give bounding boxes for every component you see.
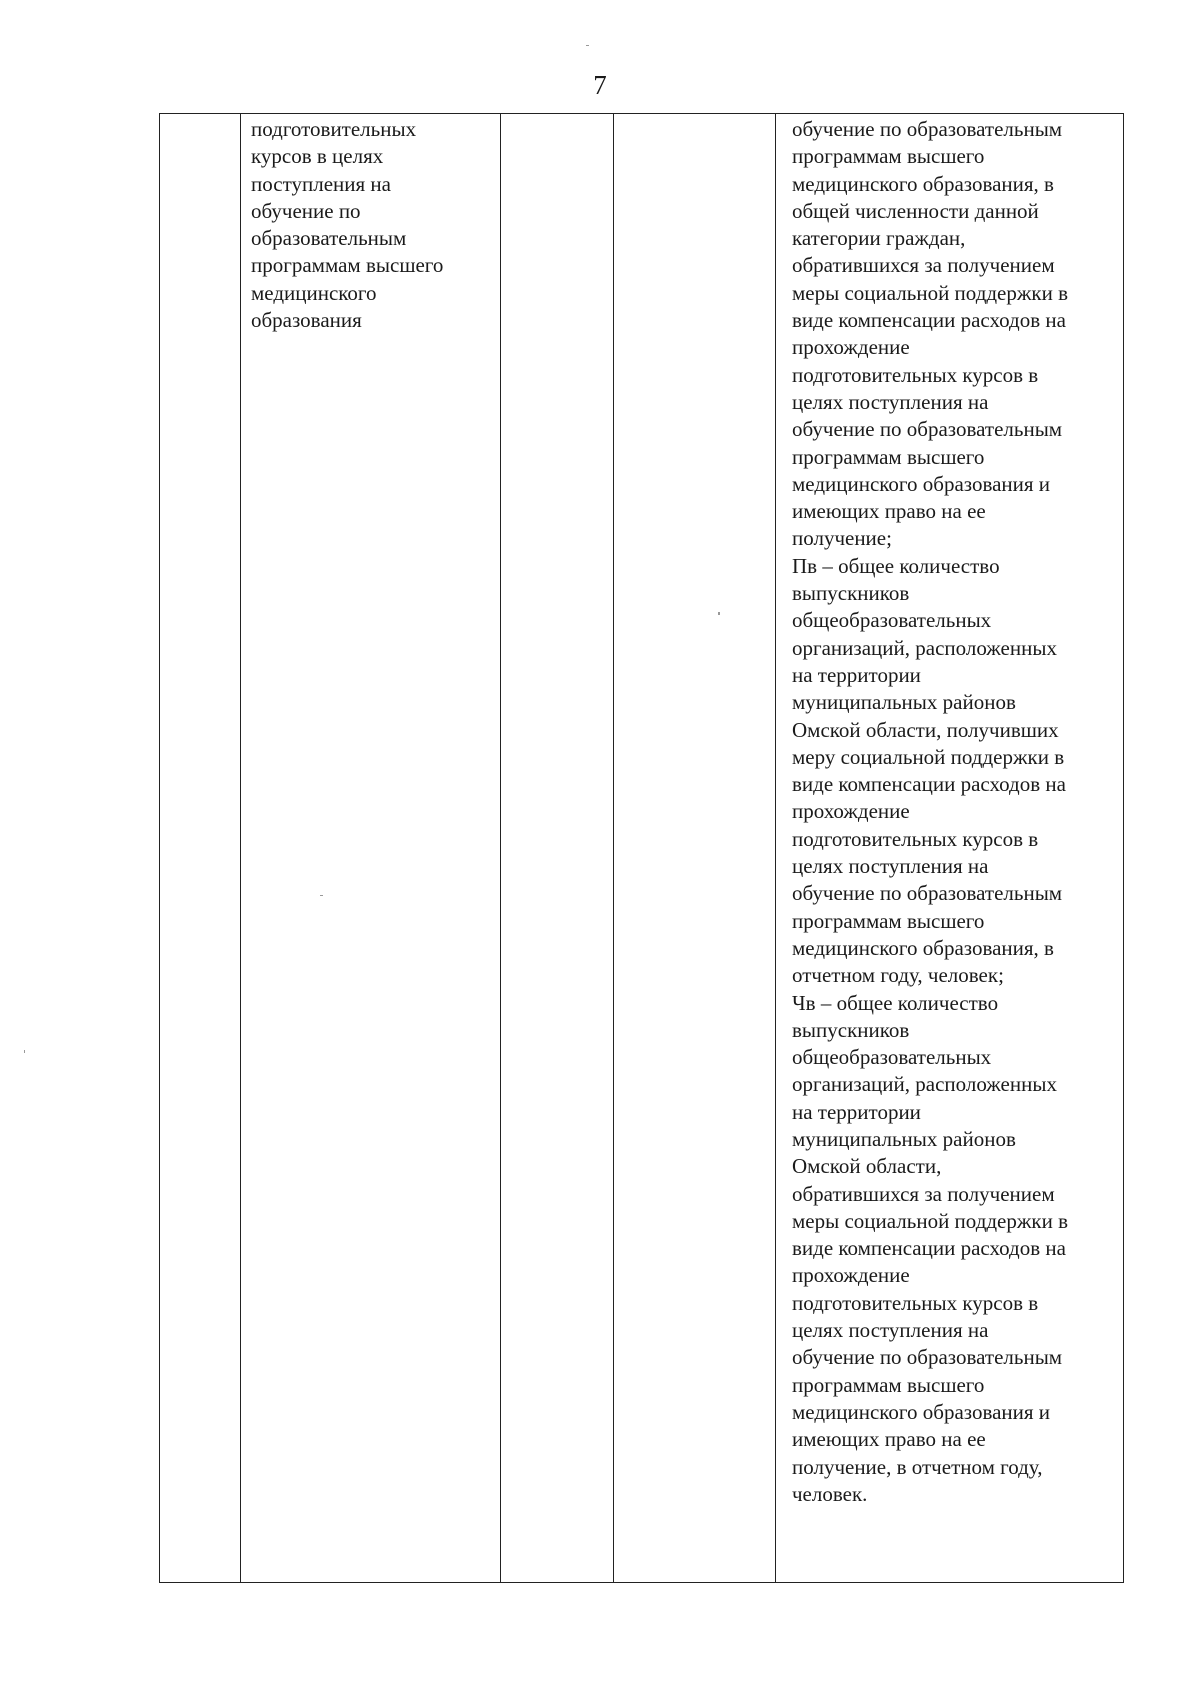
indicator-table <box>159 113 1124 1583</box>
column-divider-4 <box>775 114 776 1582</box>
column-divider-3 <box>613 114 614 1582</box>
scan-speck <box>586 45 589 46</box>
calculation-method-cell: обучение по образовательным программам высшего медицинского образования, в общей численности данной категории граждан, обратившихся за получением меры социальной поддержки в виде компенсации расходов на прохождение подготовительных курсов в целях поступления на обучение по образовательным программам высшего медицинского образования и имеющих право на ее получение; Пв – общее количество выпускников общеобразовательных организаций, расположенных на территории муниципальных районов Омской области, получивших меру социальной поддержки в виде компенсации расходов на прохождение подготовительных курсов в целях поступления на обучение по образовательным программам высшего медицинского образования, в отчетном году, человек; Чв – общее количество выпускников общеобразовательных организаций, расположенных на территории муниципальных районов Омской области, обратившихся за получением меры социальной поддержки в виде компенсации расходов на прохождение подготовительных курсов в целях поступления на обучение по образовательным программам высшего медицинского образования и имеющих право на ее получение, в отчетном году, человек. <box>792 117 1068 1506</box>
scan-speck <box>718 612 720 615</box>
scan-speck <box>24 1050 25 1053</box>
column-divider-1 <box>240 114 241 1582</box>
page-number: 7 <box>593 70 607 100</box>
scan-speck <box>320 895 323 896</box>
indicator-name-cell: подготовительных курсов в целях поступления на обучение по образовательным программам высшего медицинского образования <box>251 117 444 333</box>
